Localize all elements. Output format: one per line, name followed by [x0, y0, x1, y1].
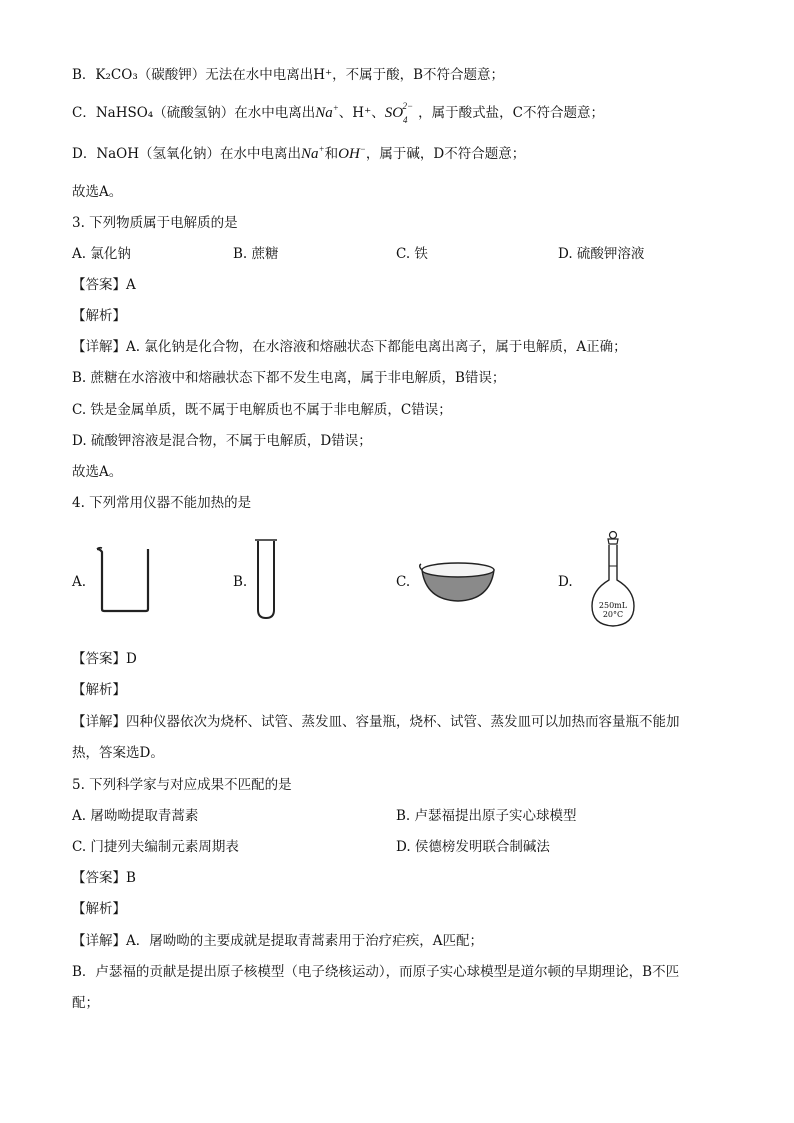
q3-option-a: A. 氯化钠	[72, 246, 131, 262]
q5-analysis-label: 【解析】	[72, 901, 126, 917]
prev-line-d-pre: D．NaOH（氢氧化钠）在水中电离出	[72, 146, 302, 162]
formula-na: Na+	[315, 103, 339, 121]
q5-option-a: A. 屠呦呦提取青蒿素	[72, 808, 199, 824]
prev-line-c	[72, 101, 604, 125]
prev-line-c-pre: C．NaHSO₄（硫酸氢钠）在水中电离出	[72, 105, 316, 121]
q5-detail-2: B．卢瑟福的贡献是提出原子核模型（电子绕核运动），而原子实心球模型是道尔顿的早期理论，B不匹	[72, 964, 680, 980]
flask-label	[594, 601, 632, 619]
prev-line-d-and: 和	[324, 146, 339, 162]
flask-temperature: 20°C	[602, 610, 624, 619]
formula-na2: Na+	[301, 144, 325, 162]
formula-oh: OH−	[338, 144, 366, 162]
q4-detail-2: 热，答案选D。	[72, 745, 164, 761]
q4-option-c-label: C.	[396, 574, 411, 590]
q4-option-d-label: D.	[558, 574, 573, 590]
q4-analysis-label: 【解析】	[72, 682, 126, 698]
evaporating-dish-icon	[418, 558, 498, 604]
q4-option-a-label: A.	[72, 574, 87, 590]
q3-answer: 【答案】A	[72, 277, 136, 293]
q5-option-d: D. 侯德榜发明联合制碱法	[396, 839, 550, 855]
q5-detail-1: 【详解】A．屠呦呦的主要成就是提取青蒿素用于治疗疟疾，A匹配；	[72, 933, 483, 949]
q5-option-c: C. 门捷列夫编制元素周期表	[72, 839, 239, 855]
q4-answer: 【答案】D	[72, 651, 137, 667]
prev-line-b: B．K₂CO₃（碳酸钾）无法在水中电离出H⁺，不属于酸，B不符合题意；	[72, 67, 505, 83]
q3-option-c: C. 铁	[396, 246, 428, 262]
q3-detail-3: C. 铁是金属单质，既不属于电解质也不属于非电解质，C错误；	[72, 402, 452, 418]
q4-detail-1: 【详解】四种仪器依次为烧杯、试管、蒸发皿、容量瓶，烧杯、试管、蒸发皿可以加热而容量瓶不能加	[72, 714, 680, 730]
test-tube-icon	[253, 538, 279, 622]
prev-line-c-post: ，属于酸式盐，C不符合题意；	[418, 105, 604, 121]
q5-option-b: B. 卢瑟福提出原子实心球模型	[396, 808, 577, 824]
flask-volume: 250mL	[598, 601, 628, 610]
q5-answer: 【答案】B	[72, 870, 136, 886]
q5-stem: 5. 下列科学家与对应成果不匹配的是	[72, 777, 292, 793]
prev-line-d-post: ，属于碱，D不符合题意；	[365, 146, 526, 162]
q3-detail-4: D. 硫酸钾溶液是混合物，不属于电解质，D错误；	[72, 433, 372, 449]
prev-line-c-mid: 、H⁺、	[338, 105, 385, 121]
q3-option-b: B. 蔗糖	[233, 246, 279, 262]
q3-option-d: D. 硫酸钾溶液	[558, 246, 645, 262]
q4-option-b-label: B.	[233, 574, 248, 590]
prev-line-d	[72, 145, 525, 163]
q3-analysis-label: 【解析】	[72, 308, 126, 324]
q3-detail-5: 故选A。	[72, 464, 123, 480]
q3-detail-2: B. 蔗糖在水溶液中和熔融状态下都不发生电离，属于非电解质，B错误；	[72, 370, 506, 386]
beaker-icon	[94, 545, 156, 615]
q3-stem: 3. 下列物质属于电解质的是	[72, 215, 238, 231]
q4-stem: 4. 下列常用仪器不能加热的是	[72, 495, 252, 511]
q5-detail-3: 配；	[72, 995, 99, 1011]
formula-so4: $SO_4^{2-}$	[384, 101, 414, 125]
prev-conclusion: 故选A。	[72, 184, 123, 200]
q3-detail-1: 【详解】A. 氯化钠是化合物，在水溶液和熔融状态下都能电离出离子，属于电解质，A正确；	[72, 339, 627, 355]
